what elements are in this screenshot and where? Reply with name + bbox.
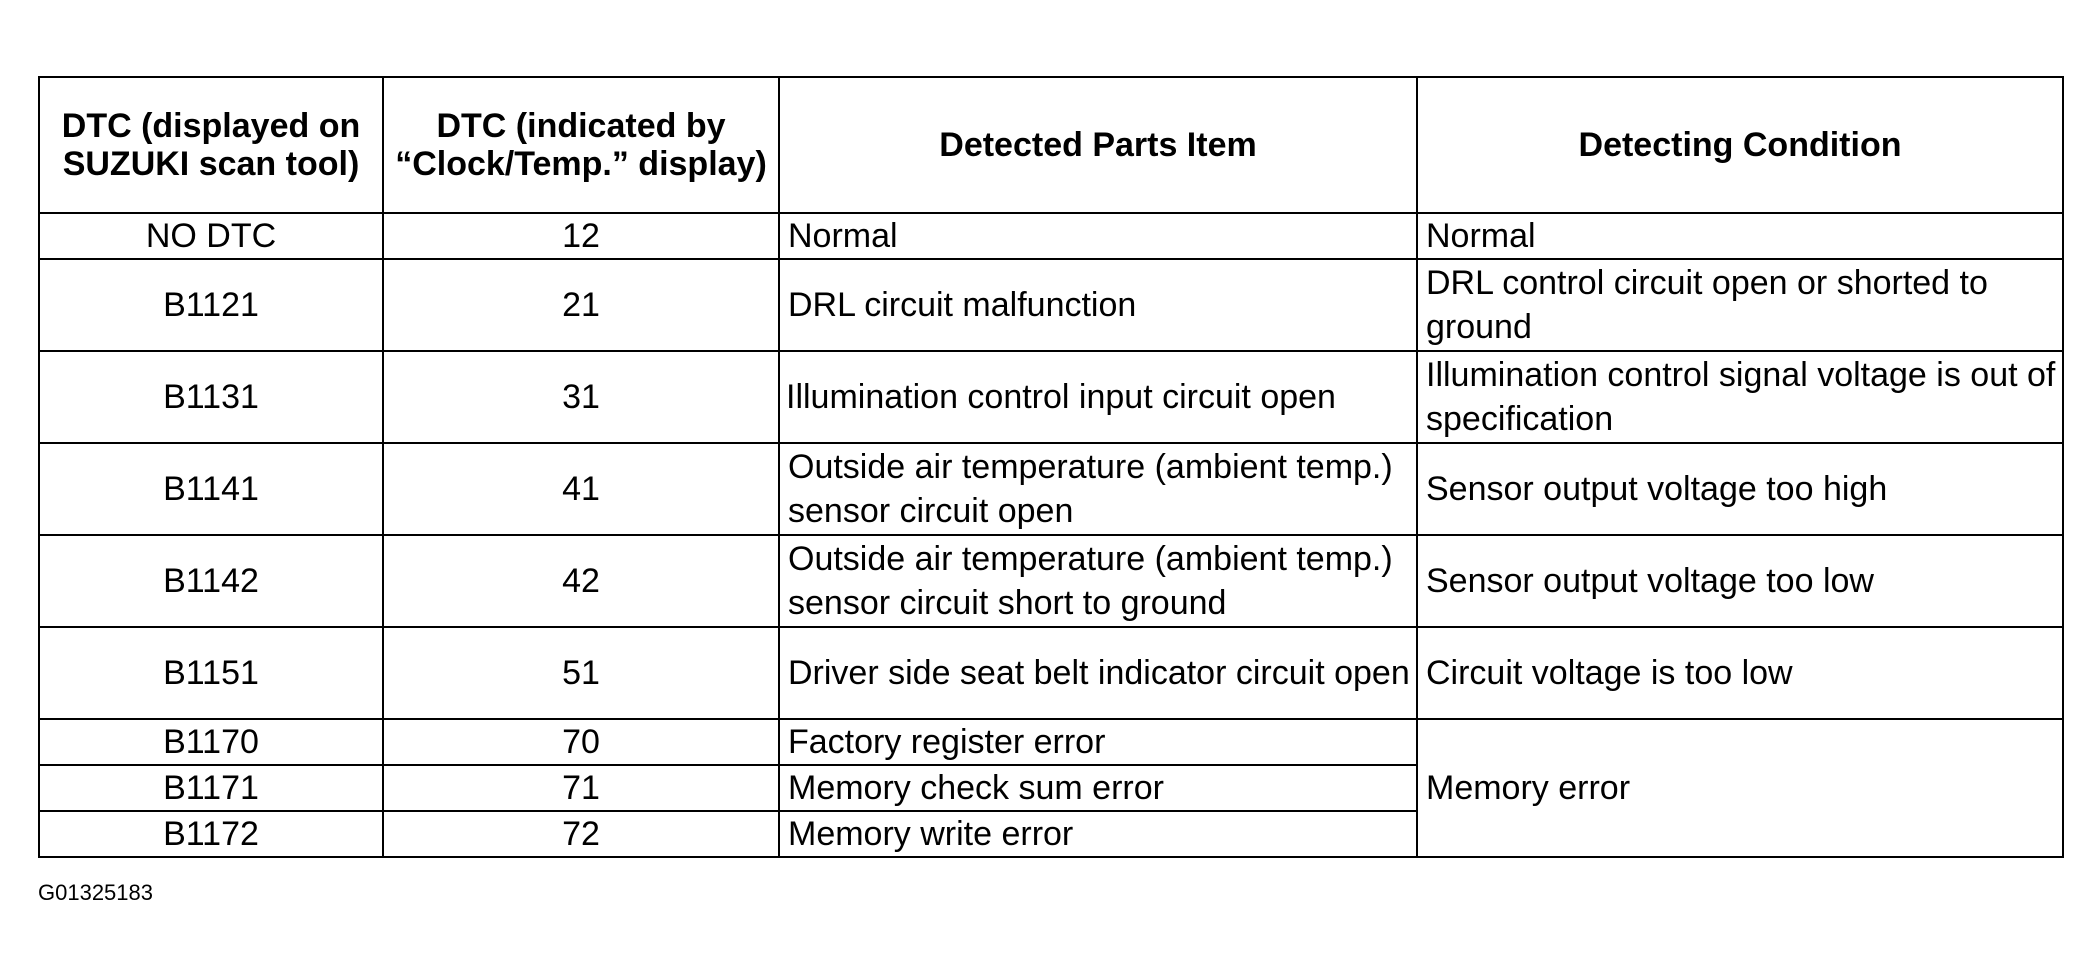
cell-dtc-clock: 51 <box>383 627 779 719</box>
cell-dtc-clock: 31 <box>383 351 779 443</box>
cell-dtc-scan: B1151 <box>39 627 383 719</box>
header-dtc-scan-tool: DTC (displayed on SUZUKI scan tool) <box>39 77 383 213</box>
table-row <box>39 627 2063 719</box>
cell-dtc-scan: B1131 <box>39 351 383 443</box>
cell-dtc-clock: 42 <box>383 535 779 627</box>
dtc-table <box>38 76 2064 858</box>
figure-code: G01325183 <box>38 880 153 905</box>
table-row <box>39 259 2063 351</box>
cell-condition: Sensor output voltage too low <box>1417 535 2063 627</box>
table-row <box>39 351 2063 443</box>
cell-condition: Memory error <box>1417 719 2063 857</box>
header-detecting-condition: Detecting Condition <box>1417 77 2063 213</box>
cell-parts: DRL circuit malfunction <box>779 259 1417 351</box>
cell-parts: Memory write error <box>779 811 1417 857</box>
cell-parts: Outside air temperature (ambient temp.) sensor circuit short to ground <box>779 535 1417 627</box>
table-row <box>39 719 2063 765</box>
cell-dtc-clock: 12 <box>383 213 779 259</box>
cell-condition: DRL control circuit open or shorted to ground <box>1417 259 2063 351</box>
cell-dtc-clock: 21 <box>383 259 779 351</box>
cell-dtc-scan: NO DTC <box>39 213 383 259</box>
cell-parts: Factory register error <box>779 719 1417 765</box>
cell-dtc-scan: B1172 <box>39 811 383 857</box>
cell-parts: Memory check sum error <box>779 765 1417 811</box>
cell-dtc-clock: 70 <box>383 719 779 765</box>
cell-parts: Outside air temperature (ambient temp.) sensor circuit open <box>779 443 1417 535</box>
cell-condition: Circuit voltage is too low <box>1417 627 2063 719</box>
header-detected-parts-item: Detected Parts Item <box>779 77 1417 213</box>
cell-dtc-scan: B1170 <box>39 719 383 765</box>
cell-parts: Normal <box>779 213 1417 259</box>
cell-dtc-scan: B1121 <box>39 259 383 351</box>
cell-dtc-clock: 41 <box>383 443 779 535</box>
cell-dtc-scan: B1142 <box>39 535 383 627</box>
cell-parts: Driver side seat belt indicator circuit open <box>779 627 1417 719</box>
table-row <box>39 535 2063 627</box>
table-row <box>39 443 2063 535</box>
table-row <box>39 213 2063 259</box>
cell-dtc-scan: B1141 <box>39 443 383 535</box>
cell-dtc-scan: B1171 <box>39 765 383 811</box>
cell-condition: Normal <box>1417 213 2063 259</box>
cell-condition: Sensor output voltage too high <box>1417 443 2063 535</box>
cell-dtc-clock: 72 <box>383 811 779 857</box>
cell-condition: Illumination control signal voltage is out of specification <box>1417 351 2063 443</box>
cell-dtc-clock: 71 <box>383 765 779 811</box>
cell-parts: Illumination control input circuit open <box>779 351 1417 443</box>
table-header-row <box>39 77 2063 213</box>
header-dtc-clock-temp: DTC (indicated by “Clock/Temp.” display) <box>383 77 779 213</box>
